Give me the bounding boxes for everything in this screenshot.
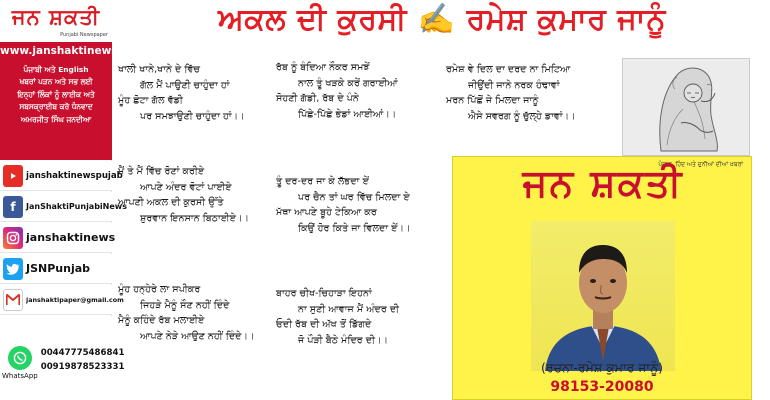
poster-tagline: ਪੰਜਾਬ, ਹਿੰਦ ਅਤੇ ਦੁਨੀਆਂ ਦੀਆਂ ਖ਼ਬਰਾਂ	[658, 161, 743, 168]
author-photo	[531, 221, 675, 371]
poem-line: ਨਾ ਸੁਣੀ ਆਵਾਜ ਮੈਂ ਅੰਦਰ ਦੀ	[298, 303, 400, 315]
poem-line: ਮੈਂ ਤੇ ਮੈਂ ਵਿੱਚ ਰੋਣਾਂ ਕਰੀਏ	[118, 166, 205, 177]
instagram-icon	[3, 227, 23, 249]
promo-line: ਅਮਰਜੀਤ ਸਿੰਘ ਜਨਦੀਆ	[20, 114, 92, 124]
poem-line: ਓਦੀ ਰੱਬ ਦੀ ਅੱਖ ਤੋਂ ਡਿੱਗਦੇ	[276, 319, 372, 330]
social-link-youtube[interactable]	[0, 161, 123, 191]
poem-line: ਜਿਹੜੇ ਮੈਨੂੰ ਸੌਣ ਨਹੀਂ ਦਿੰਦੇ	[140, 299, 230, 311]
author-phone: 98153-20080	[550, 379, 654, 395]
poem-line: ਤੂੰ ਦਰ-ਦਰ ਜਾ ਕੇ ਲੱਭਦਾ ਏਂ	[276, 176, 369, 187]
poem-line: ਰਮੇਸ਼ ਵੇ ਦਿਲ ਦਾ ਦਰਦ ਨਾ ਮਿਟਿਆ	[446, 64, 571, 75]
whatsapp-caption: WhatsApp	[2, 372, 38, 380]
website-link[interactable]: www.janshaktinews.com	[0, 42, 112, 60]
social-label: janshaktinewspujab	[26, 170, 123, 181]
poem-line: ਮੂੰਹ ਹਨ੍ਹੇਰੇ ਲਾ ਸਪੀਕਰ	[118, 284, 201, 295]
poem-line: ਗੱਲ ਮੈਂ ਪਾਉਣੀ ਚਾਹੁੰਦਾ ਹਾਂ	[140, 79, 230, 91]
whatsapp-badge	[2, 346, 38, 380]
promo-line: ਖਬਰਾਂ ਪੜਨ ਅਤੇ ਸਭ ਲਈ	[19, 77, 93, 87]
poem-line: ਪਰ ਚੈਨ ਤਾਂ ਘਰ ਵਿੱਚ ਮਿਲਦਾ ਏ	[298, 191, 410, 203]
whatsapp-number-2: 00919878523331	[40, 362, 125, 372]
poem-line: ਜੋ ਪੌੜੀ ਬੈਠੇ ਮੰਦਿਰ ਦੀ।।	[298, 334, 388, 346]
whatsapp-icon	[8, 346, 32, 370]
social-label: JSNPunjab	[26, 262, 91, 275]
poem-line: ਨਾਲ ਤੂੰ ਖੜਕੇ ਕਰੇਂ ਗਰਾਈਆਂ	[298, 77, 398, 89]
promo-line: ਸਬਸਕ੍ਰਾਈਬ ਕਰੋ ਧੰਨਵਾਦ	[19, 102, 93, 112]
poem-stanza	[276, 174, 446, 236]
poem-line: ਰੱਬ ਨੂੰ ਬੰਦਿਆ ਨੌਕਰ ਸਮਝੇਂ	[276, 62, 370, 73]
social-label: JanShaktiPunjabiNews	[26, 202, 127, 211]
poem-line: ਆਪਣੇ ਅੰਦਰ ਵੋਟਾਂ ਪਾਈਏ	[140, 181, 232, 193]
poem-stanza	[118, 62, 288, 124]
logo-text: ਜਨ ਸ਼ਕਤੀ	[11, 5, 101, 29]
social-label: janshaktipaper@gmail.com	[26, 295, 124, 304]
poem-line: ਮੈਨੂੰ ਕਹਿੰਦੇ ਰੱਬ ਮਲਾਈਏ	[118, 315, 205, 326]
whatsapp-number-1: 00447775486841	[40, 348, 125, 358]
poem-credit: (ਰਚਨਾ-ਰਮੇਸ਼ ਕੁਮਾਰ ਜਾਨੂੰ)	[540, 360, 663, 375]
poem-line: ਬਾਹਰ ਚੀਖ-ਚਿਹਾੜਾ ਇਹਨਾਂ	[276, 288, 372, 299]
gmail-icon	[3, 289, 23, 311]
social-link-instagram[interactable]	[0, 223, 116, 253]
poem-line: ਐਸੇ ਸਵਰਗ ਨੂੰ ਚੁੱਲ੍ਹੇ ਡਾਵਾਂ।।	[468, 110, 576, 122]
poem-line: ਸੋਹਣੀ ਗੱਡੀ, ਰੱਬ ਦੇ ਪੰਨੇ	[276, 93, 359, 104]
poem-line: ਪਰ ਸਮਝਾਉਣੀ ਚਾਹੁੰਦਾ ਹਾਂ।।	[140, 110, 245, 122]
poem-line: ਖਾਲੀ ਖਾਨੇ,ਖਾਨੇ ਦੇ ਵਿੱਚ	[118, 64, 200, 75]
poem-stanza	[118, 282, 288, 344]
poem-stanza	[446, 62, 616, 124]
social-label: janshaktinews	[26, 231, 116, 244]
poem-line: ਮੱਥਾ ਆਪਣੇ ਬੂਹੇ ਟੇਕਿਆ ਕਰ	[276, 207, 377, 218]
logo-subtitle: Punjabi Newspaper	[60, 32, 108, 38]
poem-stanza	[118, 164, 288, 226]
poem-line: ਆਪਣੀ ਅਕਲ ਦੀ ਕੁਰਸੀ ਉੱਤੇ	[118, 197, 224, 208]
page-title: ਅਕਲ ਦੀ ਕੁਰਸੀ ✍️ ਰਮੇਸ਼ ਕੁਮਾਰ ਜਾਨੂੰ	[218, 2, 666, 37]
poem-stanza	[276, 286, 446, 348]
promo-line: ਪੰਜਾਬੀ ਅਤੇ English	[23, 65, 89, 74]
poem-line: ਮੂੰਹ ਛੋਟਾ ਗੱਲ ਵੱਡੀ	[118, 95, 183, 106]
social-link-twitter[interactable]	[0, 254, 112, 284]
social-link-facebook[interactable]	[0, 192, 127, 222]
poster-logo: ਜਨ ਸ਼ਕਤੀ	[522, 161, 684, 205]
promo-line: ਇਨ੍ਹਾਂ ਲਿੰਕਾਂ ਨੂੰ ਲਾਈਕ ਅਤੇ	[17, 89, 95, 99]
poem-line: ਮਰਨ ਪਿੱਛੋਂ ਜੇ ਮਿਲਦਾ ਜਾਨੂੰ	[446, 95, 539, 106]
poem-line: ਸ਼ੁਰਵਾਨ ਇਨਸਾਨ ਬਿਠਾਈਏ।।	[140, 212, 249, 224]
promo-text	[0, 60, 112, 160]
sidebar-logo[interactable]	[0, 0, 112, 42]
poem-line: ਆਪਣੇ ਨੇੜੇ ਆਉਣ ਨਹੀਂ ਦਿੰਦੇ।।	[140, 330, 255, 342]
sidebar	[0, 0, 146, 400]
poem-line: ਪਿੱਛੇ-ਪਿੱਛੇ ਭੇਡਾਂ ਆਈਆਂ।।	[298, 108, 397, 120]
social-link-whatsapp[interactable]	[0, 316, 125, 400]
social-link-gmail[interactable]	[0, 285, 124, 315]
poem-line: ਜੀਉਂਦੀ ਜਾਨੇ ਨਰਕ ਹੰਢਾਵਾਂ	[468, 79, 560, 91]
poem-line: ਕਿਉਂ ਹੋਰ ਕਿਤੇ ਜਾ ਵਿਲਦਾ ਏਂ।।	[298, 222, 411, 234]
youtube-icon	[3, 165, 23, 187]
twitter-icon	[3, 258, 23, 280]
poem-stanza	[276, 60, 446, 122]
sketch-illustration	[622, 58, 750, 156]
facebook-icon: f	[3, 196, 23, 218]
